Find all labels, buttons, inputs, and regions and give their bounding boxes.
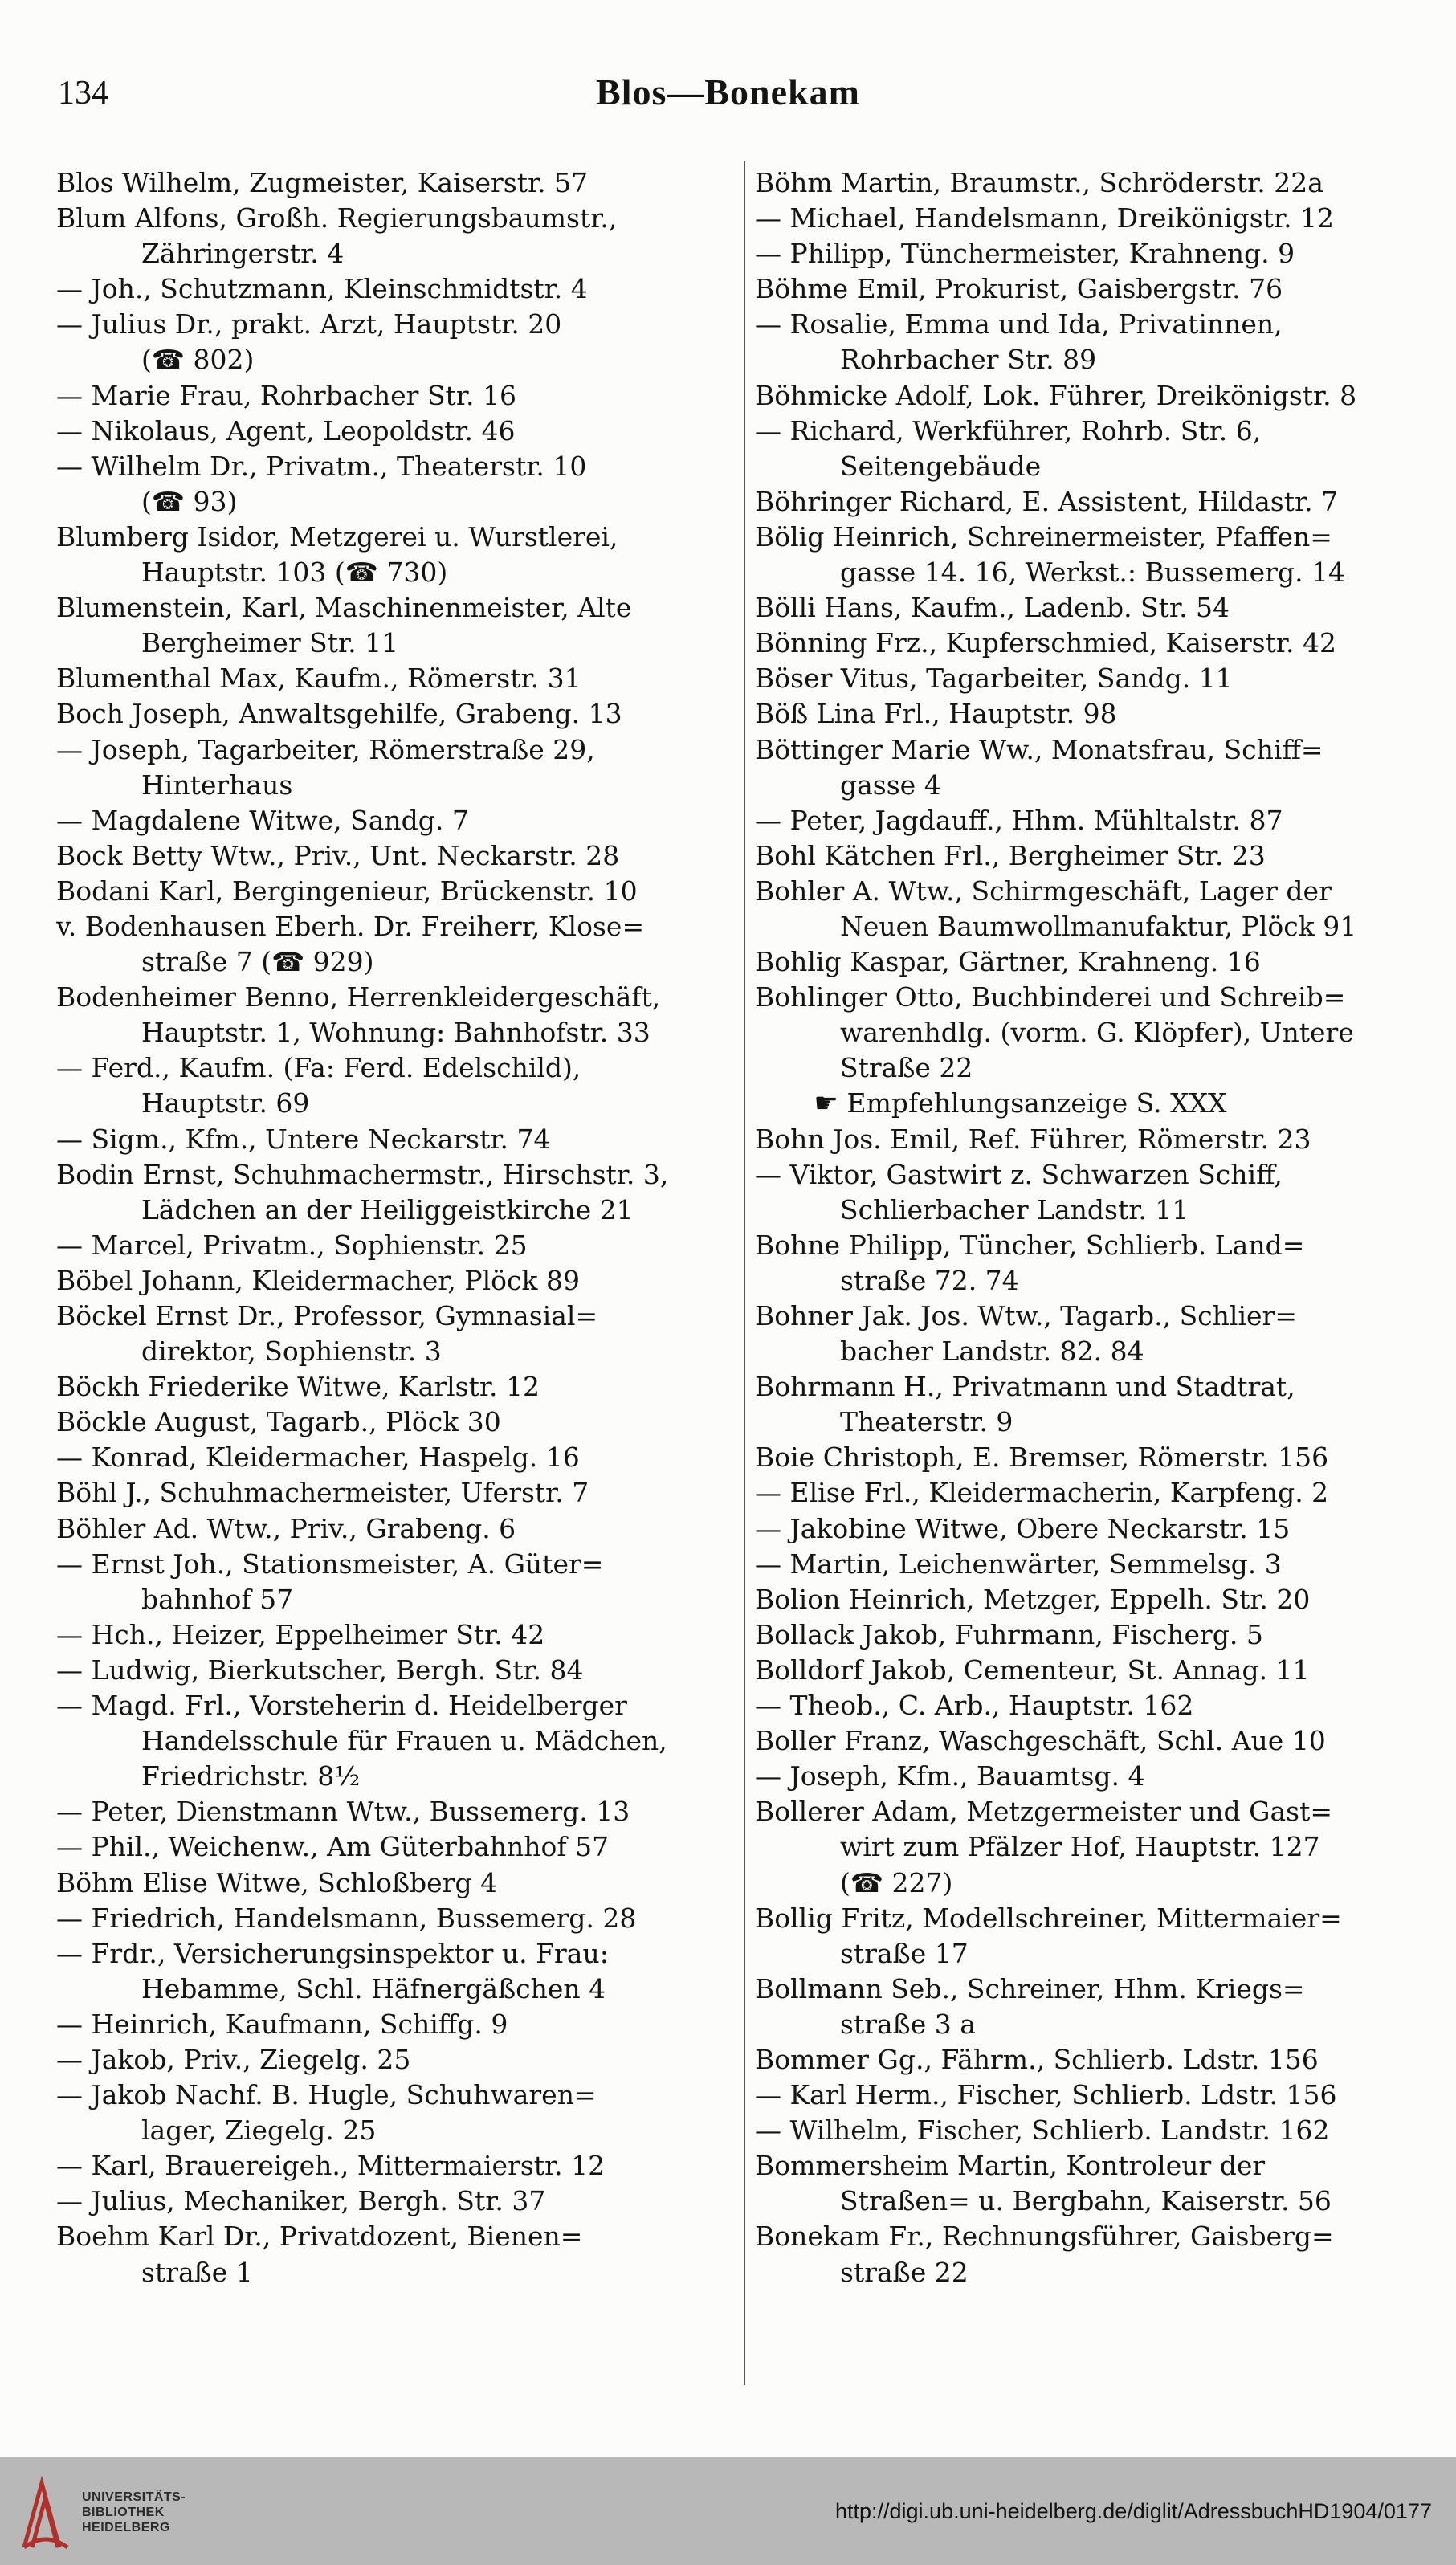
entry-text: — Hch., Heizer, Eppelheimer Str. 42 [56, 1618, 545, 1650]
directory-entry-line [56, 520, 739, 555]
directory-entry-line [755, 1369, 1429, 1405]
entry-text: bahnhof 57 [141, 1583, 294, 1615]
entry-text: Friedrichstr. 8½ [141, 1760, 361, 1792]
entry-text: Böckh Friederike Witwe, Karlstr. 12 [56, 1371, 540, 1403]
entry-text: — Richard, Werkführer, Rohrb. Str. 6, [755, 414, 1262, 447]
directory-entry-line [755, 1015, 1429, 1050]
directory-entry-line [56, 2042, 739, 2078]
entry-text: Empfehlungsanzeige S. XXX [846, 1087, 1227, 1119]
entry-text: Böckel Ernst Dr., Professor, Gymnasial= [56, 1300, 598, 1331]
entry-text: Blum Alfons, Großh. Regierungsbaumstr., [56, 202, 618, 234]
entry-text: Böbel Johann, Kleidermacher, Plöck 89 [56, 1264, 580, 1296]
entry-text: — Julius Dr., prakt. Arzt, Hauptstr. 20 [56, 308, 562, 341]
directory-entry-line [755, 1653, 1429, 1688]
directory-entry-line [56, 1086, 739, 1121]
directory-entry-line [755, 307, 1429, 342]
directory-entry-line [56, 1369, 739, 1405]
entry-text: Bodin Ernst, Schuhmachermstr., Hirschstr. 3, [56, 1158, 669, 1190]
entry-text: lager, Ziegelg. 25 [141, 2114, 377, 2147]
directory-entry-line [56, 732, 739, 768]
directory-entry-line [56, 2184, 739, 2219]
entry-text: Bonekam Fr., Rechnungsführer, Gaisberg= [755, 2220, 1334, 2253]
directory-entry-line [755, 1263, 1429, 1299]
directory-entry-line [56, 1511, 739, 1547]
directory-entry-line [56, 2007, 739, 2042]
entry-text: — Wilhelm Dr., Privatm., Theaterstr. 10 [56, 450, 587, 482]
directory-entry-line [755, 732, 1429, 768]
entry-text: Böhl J., Schuhmachermeister, Uferstr. 7 [56, 1477, 589, 1509]
directory-entry-line [755, 165, 1429, 201]
directory-entry-line [755, 2255, 1429, 2290]
entry-text: straße 22 [840, 2256, 969, 2288]
directory-entry-line [56, 2078, 739, 2113]
entry-text: — Joh., Schutzmann, Kleinschmidtstr. 4 [56, 273, 588, 305]
entry-text: Hinterhaus [141, 769, 293, 801]
entry-text: — Peter, Dienstmann Wtw., Bussemerg. 13 [56, 1796, 630, 1828]
entry-text: — Peter, Jagdauff., Hhm. Mühltalstr. 87 [755, 804, 1283, 836]
directory-entry-line [56, 201, 739, 236]
directory-entry-line [755, 1829, 1429, 1865]
entry-text: — Joseph, Kfm., Bauamtsg. 4 [755, 1760, 1145, 1792]
entry-text: Bodenheimer Benno, Herrenkleidergeschäft, [56, 981, 661, 1013]
directory-entry-line [56, 1972, 739, 2007]
directory-entry-line [56, 980, 739, 1015]
entry-text: — Magd. Frl., Vorsteherin d. Heidelberger [56, 1690, 627, 1722]
entry-text: Böhm Elise Witwe, Schloßberg 4 [56, 1866, 498, 1898]
directory-entry-line [755, 1157, 1429, 1193]
entry-text: Seitengebäude [840, 450, 1042, 482]
entry-text: Bönning Frz., Kupferschmied, Kaiserstr. 42 [755, 627, 1336, 659]
directory-entry-line [56, 909, 739, 944]
entry-text: — Wilhelm, Fischer, Schlierb. Landstr. 162 [755, 2114, 1330, 2147]
directory-entry-line [56, 1299, 739, 1334]
entry-text: Böckle August, Tagarb., Plöck 30 [56, 1406, 501, 1438]
directory-entry-line [56, 378, 739, 414]
directory-entry-line [755, 2042, 1429, 2078]
entry-text: Blumberg Isidor, Metzgerei u. Wurstlerei, [56, 520, 618, 553]
directory-entry-line [56, 590, 739, 626]
entry-text: — Friedrich, Handelsmann, Bussemerg. 28 [56, 1902, 637, 1934]
directory-entry-line [56, 661, 739, 696]
directory-entry-line [56, 1866, 739, 1901]
entry-text: Boie Christoph, E. Bremser, Römerstr. 156 [755, 1442, 1329, 1474]
entry-text: — Frdr., Versicherungsinspektor u. Frau: [56, 1937, 609, 1969]
entry-text: — Joseph, Tagarbeiter, Römerstraße 29, [56, 733, 595, 765]
directory-entry-line [56, 838, 739, 874]
directory-entry-line [755, 1334, 1429, 1369]
entry-text: — Jakob Nachf. B. Hugle, Schuhwaren= [56, 2079, 597, 2111]
directory-entry-line [755, 342, 1429, 377]
directory-entry-line [56, 803, 739, 838]
directory-entry-line [755, 1688, 1429, 1723]
directory-entry-line [755, 520, 1429, 555]
entry-text: — Ludwig, Bierkutscher, Bergh. Str. 84 [56, 1654, 584, 1686]
directory-entry-line [56, 236, 739, 271]
directory-entry-line [755, 1086, 1429, 1121]
directory-entry-line [56, 555, 739, 590]
entry-text: Bohner Jak. Jos. Wtw., Tagarb., Schlier= [755, 1300, 1297, 1331]
directory-entry-line [56, 484, 739, 520]
directory-entry-line [755, 768, 1429, 803]
directory-entry-line [755, 1617, 1429, 1653]
entry-text: v. Bodenhausen Eberh. Dr. Freiherr, Klose= [56, 910, 645, 942]
entry-text: Bohlig Kaspar, Gärtner, Krahneng. 16 [755, 946, 1261, 978]
entry-text: — Jakobine Witwe, Obere Neckarstr. 15 [755, 1512, 1291, 1544]
directory-entry-line [755, 2007, 1429, 2042]
entry-text: Bohrmann H., Privatmann und Stadtrat, [755, 1371, 1295, 1403]
directory-entry-line [755, 1440, 1429, 1475]
entry-text: — Jakob, Priv., Ziegelg. 25 [56, 2043, 411, 2075]
entry-text: — Philipp, Tünchermeister, Krahneng. 9 [755, 238, 1295, 270]
directory-entry-line [755, 484, 1429, 520]
entry-text: — Heinrich, Kaufmann, Schiffg. 9 [56, 2008, 508, 2040]
directory-entry-line [56, 414, 739, 449]
entry-text: Rohrbacher Str. 89 [840, 344, 1097, 376]
entry-text: — Theob., C. Arb., Hauptstr. 162 [755, 1690, 1194, 1722]
directory-entry-line [56, 271, 739, 307]
directory-entry-line [56, 1228, 739, 1263]
entry-text: — Karl, Brauereigeh., Mittermaierstr. 12 [56, 2150, 606, 2182]
entry-text: — Julius, Mechaniker, Bergh. Str. 37 [56, 2185, 546, 2217]
directory-entry-line [755, 1511, 1429, 1547]
entry-text: — Magdalene Witwe, Sandg. 7 [56, 804, 469, 836]
entry-text: Neuen Baumwollmanufaktur, Plöck 91 [840, 910, 1357, 942]
directory-entry-line [755, 1122, 1429, 1157]
directory-entry-line [755, 661, 1429, 696]
directory-entry-line [755, 838, 1429, 874]
entry-text: warenhdlg. (vorm. G. Klöpfer), Untere [840, 1017, 1354, 1049]
directory-entry-line [56, 1334, 739, 1369]
entry-text: — Ferd., Kaufm. (Fa: Ferd. Edelschild), [56, 1052, 581, 1084]
directory-entry-line [56, 1263, 739, 1299]
entry-text: Bohne Philipp, Tüncher, Schlierb. Land= [755, 1229, 1305, 1261]
entry-text: — Rosalie, Emma und Ida, Privatinnen, [755, 308, 1283, 341]
directory-entry-line [56, 1193, 739, 1228]
directory-entry-line [755, 874, 1429, 909]
directory-entry-line [755, 414, 1429, 449]
entry-text: Bolldorf Jakob, Cementeur, St. Annag. 11 [755, 1654, 1310, 1686]
entry-text: straße 7 (☎ 929) [141, 946, 374, 978]
brand-line: BIBLIOTHEK [82, 2506, 165, 2519]
directory-entry-line [56, 1015, 739, 1050]
entry-text: Bölli Hans, Kaufm., Ladenb. Str. 54 [755, 592, 1230, 624]
entry-text: Bohl Kätchen Frl., Bergheimer Str. 23 [755, 839, 1266, 871]
directory-entry-line [56, 1122, 739, 1157]
directory-entry-line [755, 590, 1429, 626]
directory-entry-line [56, 1794, 739, 1829]
entry-text: — Phil., Weichenw., Am Güterbahnhof 57 [56, 1831, 610, 1863]
directory-entry-line [755, 1475, 1429, 1511]
pointing-hand-icon: ☛ [814, 1087, 838, 1120]
directory-entry-line [56, 1653, 739, 1688]
directory-entry-line [755, 2078, 1429, 2113]
directory-entry-line [755, 1582, 1429, 1617]
directory-entry-line [56, 626, 739, 661]
directory-entry-line [56, 449, 739, 484]
entry-text: Hauptstr. 1, Wohnung: Bahnhofstr. 33 [141, 1017, 651, 1049]
entry-text: (☎ 227) [840, 1866, 953, 1898]
directory-entry-line [755, 909, 1429, 944]
directory-entry-line [56, 1405, 739, 1440]
directory-entry-line [56, 2219, 739, 2254]
directory-entry-line [755, 1901, 1429, 1936]
directory-entry-line [755, 2113, 1429, 2148]
entry-text: straße 72. 74 [840, 1264, 1019, 1296]
directory-entry-line [755, 980, 1429, 1015]
directory-entry-line [56, 1759, 739, 1794]
directory-entry-line [755, 1050, 1429, 1086]
entry-text: Bohn Jos. Emil, Ref. Führer, Römerstr. 23 [755, 1123, 1311, 1155]
entry-text: Böhmicke Adolf, Lok. Führer, Dreikönigstr. 8 [755, 379, 1357, 411]
directory-entry-line [56, 1157, 739, 1193]
directory-entry-line [56, 1936, 739, 1972]
directory-entry-line [56, 1723, 739, 1759]
entry-text: (☎ 93) [141, 485, 238, 517]
entry-text: Zähringerstr. 4 [141, 238, 345, 270]
directory-entry-line [755, 803, 1429, 838]
entry-text: Bommer Gg., Fährm., Schlierb. Ldstr. 156 [755, 2043, 1319, 2075]
brand-line: HEIDELBERG [82, 2521, 170, 2534]
directory-entry-line [755, 449, 1429, 484]
directory-entry-line [755, 201, 1429, 236]
entry-text: — Elise Frl., Kleidermacherin, Karpfeng. 2 [755, 1477, 1329, 1509]
entry-text: Bollerer Adam, Metzgermeister und Gast= [755, 1796, 1332, 1828]
entry-text: — Marie Frau, Rohrbacher Str. 16 [56, 379, 516, 411]
directory-entry-line [755, 626, 1429, 661]
directory-entry-line [56, 1582, 739, 1617]
entry-text: Blumenstein, Karl, Maschinenmeister, Alte [56, 592, 632, 624]
entry-text: Straßen= u. Bergbahn, Kaiserstr. 56 [840, 2185, 1332, 2217]
entry-text: Hauptstr. 103 (☎ 730) [141, 557, 448, 589]
entry-text: Blumenthal Max, Kaufm., Römerstr. 31 [56, 663, 581, 695]
entry-text: Bommersheim Martin, Kontroleur der [755, 2150, 1266, 2182]
directory-entry-line [755, 1193, 1429, 1228]
entry-text: Böhringer Richard, E. Assistent, Hildastr. 7 [755, 485, 1339, 517]
entry-text: bacher Landstr. 82. 84 [840, 1336, 1144, 1368]
directory-entry-line [56, 165, 739, 201]
directory-entry-line [56, 1688, 739, 1723]
entry-text: gasse 14. 16, Werkst.: Bussemerg. 14 [840, 557, 1346, 589]
entry-text: Bock Betty Wtw., Priv., Unt. Neckarstr. 28 [56, 839, 620, 871]
entry-text: gasse 4 [840, 769, 941, 801]
entry-text: Bollack Jakob, Fuhrmann, Fischerg. 5 [755, 1618, 1263, 1650]
directory-entry-line [755, 1759, 1429, 1794]
entry-text: straße 17 [840, 1937, 969, 1969]
entry-text: — Viktor, Gastwirt z. Schwarzen Schiff, [755, 1158, 1283, 1190]
directory-entry-line [755, 1228, 1429, 1263]
entry-text: Blos Wilhelm, Zugmeister, Kaiserstr. 57 [56, 167, 589, 198]
entry-text: Bohler A. Wtw., Schirmgeschäft, Lager der [755, 875, 1332, 907]
entry-text: Böhm Martin, Braumstr., Schröderstr. 22a [755, 167, 1323, 198]
directory-entry-line [755, 944, 1429, 980]
directory-entry-line [755, 236, 1429, 271]
entry-text: — Marcel, Privatm., Sophienstr. 25 [56, 1229, 528, 1261]
entry-text: — Konrad, Kleidermacher, Haspelg. 16 [56, 1442, 580, 1474]
directory-column-left [56, 165, 739, 2290]
entry-text: Handelsschule für Frauen u. Mädchen, [141, 1725, 667, 1757]
entry-text: Böhler Ad. Wtw., Priv., Grabeng. 6 [56, 1512, 516, 1544]
directory-entry-line [56, 696, 739, 732]
column-divider [744, 161, 745, 2385]
entry-text: Bodani Karl, Bergingenieur, Brückenstr. 10 [56, 875, 638, 907]
directory-entry-line [755, 1547, 1429, 1582]
entry-text: (☎ 802) [141, 344, 255, 376]
entry-text: wirt zum Pfälzer Hof, Hauptstr. 127 [840, 1831, 1320, 1863]
entry-text: direktor, Sophienstr. 3 [141, 1336, 442, 1368]
entry-text: Bölig Heinrich, Schreinermeister, Pfaffen= [755, 520, 1332, 553]
directory-entry-line [56, 874, 739, 909]
directory-entry-line [56, 342, 739, 377]
entry-text: — Michael, Handelsmann, Dreikönigstr. 12 [755, 202, 1335, 234]
entry-text: Bergheimer Str. 11 [141, 627, 399, 659]
directory-entry-line [755, 1972, 1429, 2007]
running-head: Blos—Bonekam [596, 71, 860, 112]
directory-entry-line [56, 1050, 739, 1086]
entry-text: Boller Franz, Waschgeschäft, Schl. Aue 10 [755, 1725, 1326, 1757]
source-url-link[interactable]: http://digi.ub.uni-heidelberg.de/diglit/AdressbuchHD1904/0177 [834, 2499, 1432, 2523]
entry-text: Bolion Heinrich, Metzger, Eppelh. Str. 20 [755, 1583, 1311, 1615]
entry-text: Böttinger Marie Ww., Monatsfrau, Schiff= [755, 733, 1323, 765]
directory-entry-line [755, 271, 1429, 307]
entry-text: — Nikolaus, Agent, Leopoldstr. 46 [56, 414, 516, 447]
entry-text: — Martin, Leichenwärter, Semmelsg. 3 [755, 1548, 1282, 1580]
entry-text: — Karl Herm., Fischer, Schlierb. Ldstr. 156 [755, 2079, 1337, 2111]
entry-text: Bollmann Seb., Schreiner, Hhm. Kriegs= [755, 1972, 1305, 2004]
entry-text: Bollig Fritz, Modellschreiner, Mittermaier= [755, 1902, 1342, 1934]
directory-entry-line [56, 2148, 739, 2184]
entry-text: Böhme Emil, Prokurist, Gaisbergstr. 76 [755, 273, 1283, 305]
directory-entry-line [56, 2113, 739, 2148]
entry-text: — Sigm., Kfm., Untere Neckarstr. 74 [56, 1123, 551, 1155]
entry-text: straße 3 a [840, 2008, 976, 2040]
entry-text: Boch Joseph, Anwaltsgehilfe, Grabeng. 13 [56, 698, 622, 730]
directory-entry-line [755, 1794, 1429, 1829]
directory-entry-line [56, 768, 739, 803]
directory-entry-line [755, 1936, 1429, 1972]
entry-text: Theaterstr. 9 [840, 1406, 1013, 1438]
directory-entry-line [56, 307, 739, 342]
directory-entry-line [56, 1440, 739, 1475]
entry-text: Böser Vitus, Tagarbeiter, Sandg. 11 [755, 663, 1233, 695]
entry-text: Schlierbacher Landstr. 11 [840, 1193, 1189, 1225]
directory-entry-line [755, 2219, 1429, 2254]
entry-text: Straße 22 [840, 1052, 973, 1084]
entry-text: straße 1 [141, 2256, 253, 2288]
entry-text: Böß Lina Frl., Hauptstr. 98 [755, 698, 1117, 730]
entry-text: Hebamme, Schl. Häfnergäßchen 4 [141, 1972, 606, 2004]
library-logo-icon [18, 2459, 74, 2559]
directory-entry-line [755, 2148, 1429, 2184]
directory-entry-line [755, 1866, 1429, 1901]
library-footer [0, 2457, 1456, 2565]
directory-entry-line [56, 2255, 739, 2290]
entry-text: — Ernst Joh., Stationsmeister, A. Güter= [56, 1548, 604, 1580]
directory-column-right [755, 165, 1429, 2290]
directory-entry-line [755, 1723, 1429, 1759]
entry-text: Boehm Karl Dr., Privatdozent, Bienen= [56, 2220, 583, 2253]
directory-entry-line [56, 1829, 739, 1865]
directory-entry-line [755, 378, 1429, 414]
directory-entry-line [56, 1547, 739, 1582]
directory-entry-line [56, 1475, 739, 1511]
directory-entry-line [56, 1901, 739, 1936]
page-number: 134 [58, 75, 108, 112]
entry-text: Hauptstr. 69 [141, 1087, 310, 1119]
directory-entry-line [755, 555, 1429, 590]
directory-entry-line [755, 1299, 1429, 1334]
directory-entry-line [755, 2184, 1429, 2219]
directory-entry-line [56, 1617, 739, 1653]
entry-text: Bohlinger Otto, Buchbinderei und Schreib= [755, 981, 1346, 1013]
library-brand [82, 2490, 186, 2535]
brand-line: UNIVERSITÄTS- [82, 2490, 186, 2504]
directory-entry-line [755, 696, 1429, 732]
entry-text: Lädchen an der Heiliggeistkirche 21 [141, 1193, 634, 1225]
directory-entry-line [56, 944, 739, 980]
directory-entry-line [755, 1405, 1429, 1440]
